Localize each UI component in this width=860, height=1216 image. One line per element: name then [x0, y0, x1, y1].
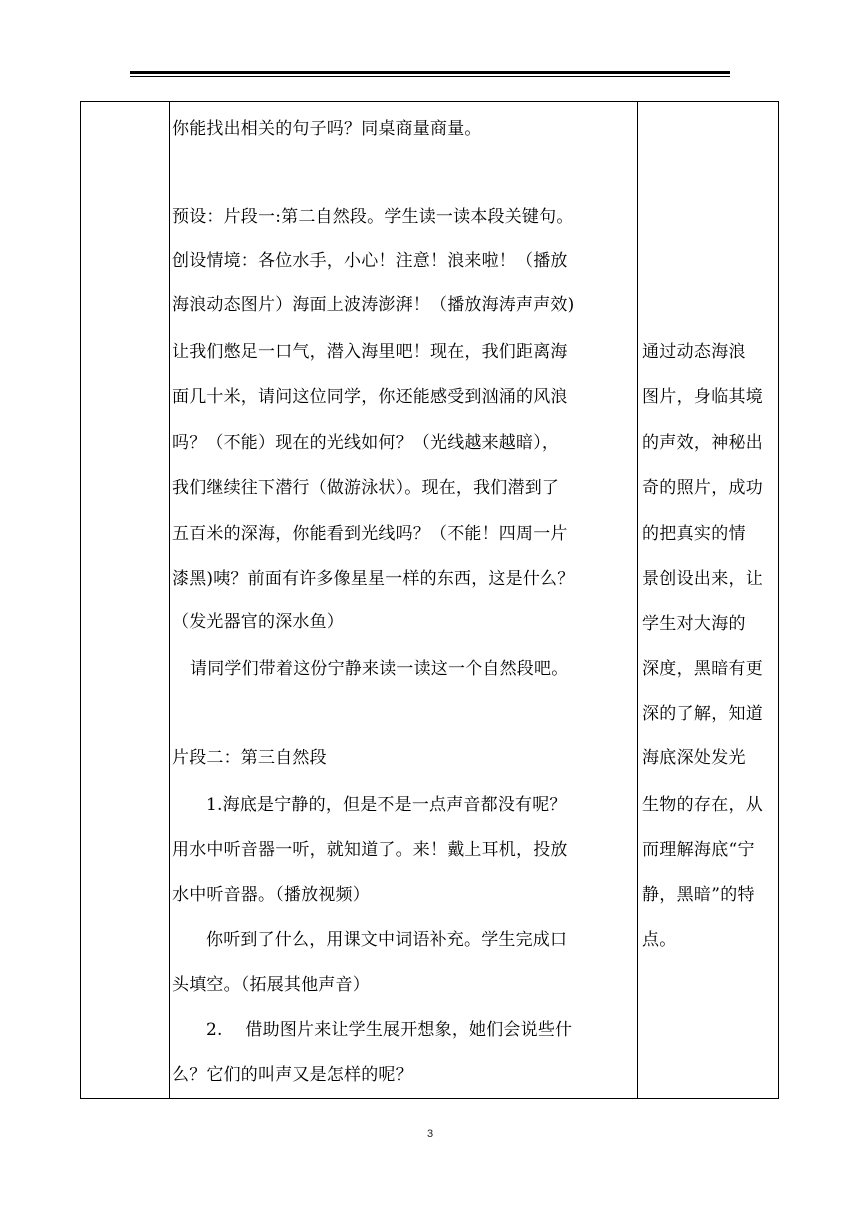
lesson-table	[80, 101, 779, 1099]
process-line: 用水中听音器一听，就知道了。来！戴上耳机，投放	[172, 840, 568, 860]
process-line: 我们继续往下潜行（做游泳状）。现在，我们潜到了	[172, 478, 560, 498]
header-rule	[130, 71, 730, 77]
process-line: 吗？（不能）现在的光线如何？（光线越来越暗），	[172, 433, 560, 453]
design-line: 学生对大海的	[642, 614, 746, 634]
process-line: 预设：片段一:第二自然段。学生读一读本段关键句。	[172, 207, 574, 227]
process-line: 创设情境：各位水手，小心！注意！浪来啦！（播放	[172, 251, 568, 271]
stage-cell	[81, 102, 169, 1098]
process-line: 片段二：第三自然段	[172, 748, 327, 768]
design-line: 的把真实的情	[642, 524, 746, 544]
process-line: 你听到了什么，用课文中词语补充。学生完成口	[206, 930, 568, 950]
column-divider	[637, 102, 638, 1098]
design-intent-cell	[642, 102, 782, 1098]
design-line: 而理解海底“宁	[642, 840, 755, 860]
process-line: （发光器官的深水鱼）	[172, 612, 344, 632]
column-divider	[169, 102, 170, 1098]
design-line: 景创设出来，让	[642, 569, 764, 589]
design-line: 通过动态海浪	[642, 342, 746, 362]
process-line: 请同学们带着这份宁静来读一读这一个自然段吧。	[190, 659, 569, 679]
process-line: 2. 借助图片来让学生展开想象，她们会说些什	[206, 1020, 573, 1040]
design-line: 海底深处发光	[642, 748, 746, 768]
process-line: 五百米的深海，你能看到光线吗？（不能！四周一片	[172, 524, 568, 544]
design-line: 深的了解，知道	[642, 704, 764, 724]
process-line: 1.海底是宁静的，但是不是一点声音都没有呢？	[206, 795, 567, 815]
process-line: 水中听音器。（播放视频）	[172, 885, 370, 905]
page-number: 3	[426, 1128, 434, 1140]
design-line: 奇的照片，成功	[642, 478, 764, 498]
design-line: 生物的存在，从	[642, 795, 764, 815]
process-line: 海浪动态图片）海面上波涛澎湃！（播放海涛声声效)	[172, 295, 575, 315]
design-line: 静，黑暗”的特	[642, 885, 755, 905]
process-line: 漆黑)咦？前面有许多像星星一样的东西，这是什么？	[172, 569, 575, 589]
process-line: 么？它们的叫声又是怎样的呢？	[172, 1065, 413, 1085]
process-line: 面几十米，请问这位同学，你还能感受到汹涌的风浪	[172, 387, 568, 407]
process-line: 你能找出相关的句子吗？同桌商量商量。	[172, 119, 482, 139]
design-line: 深度，黑暗有更	[642, 659, 764, 679]
design-line: 图片，身临其境	[642, 387, 764, 407]
process-line: 头填空。（拓展其他声音）	[172, 975, 370, 995]
design-line: 点。	[642, 930, 677, 950]
process-line: 让我们憋足一口气，潜入海里吧！现在，我们距离海	[172, 342, 568, 362]
design-line: 的声效，神秘出	[642, 433, 764, 453]
teaching-process-cell	[172, 102, 636, 1098]
